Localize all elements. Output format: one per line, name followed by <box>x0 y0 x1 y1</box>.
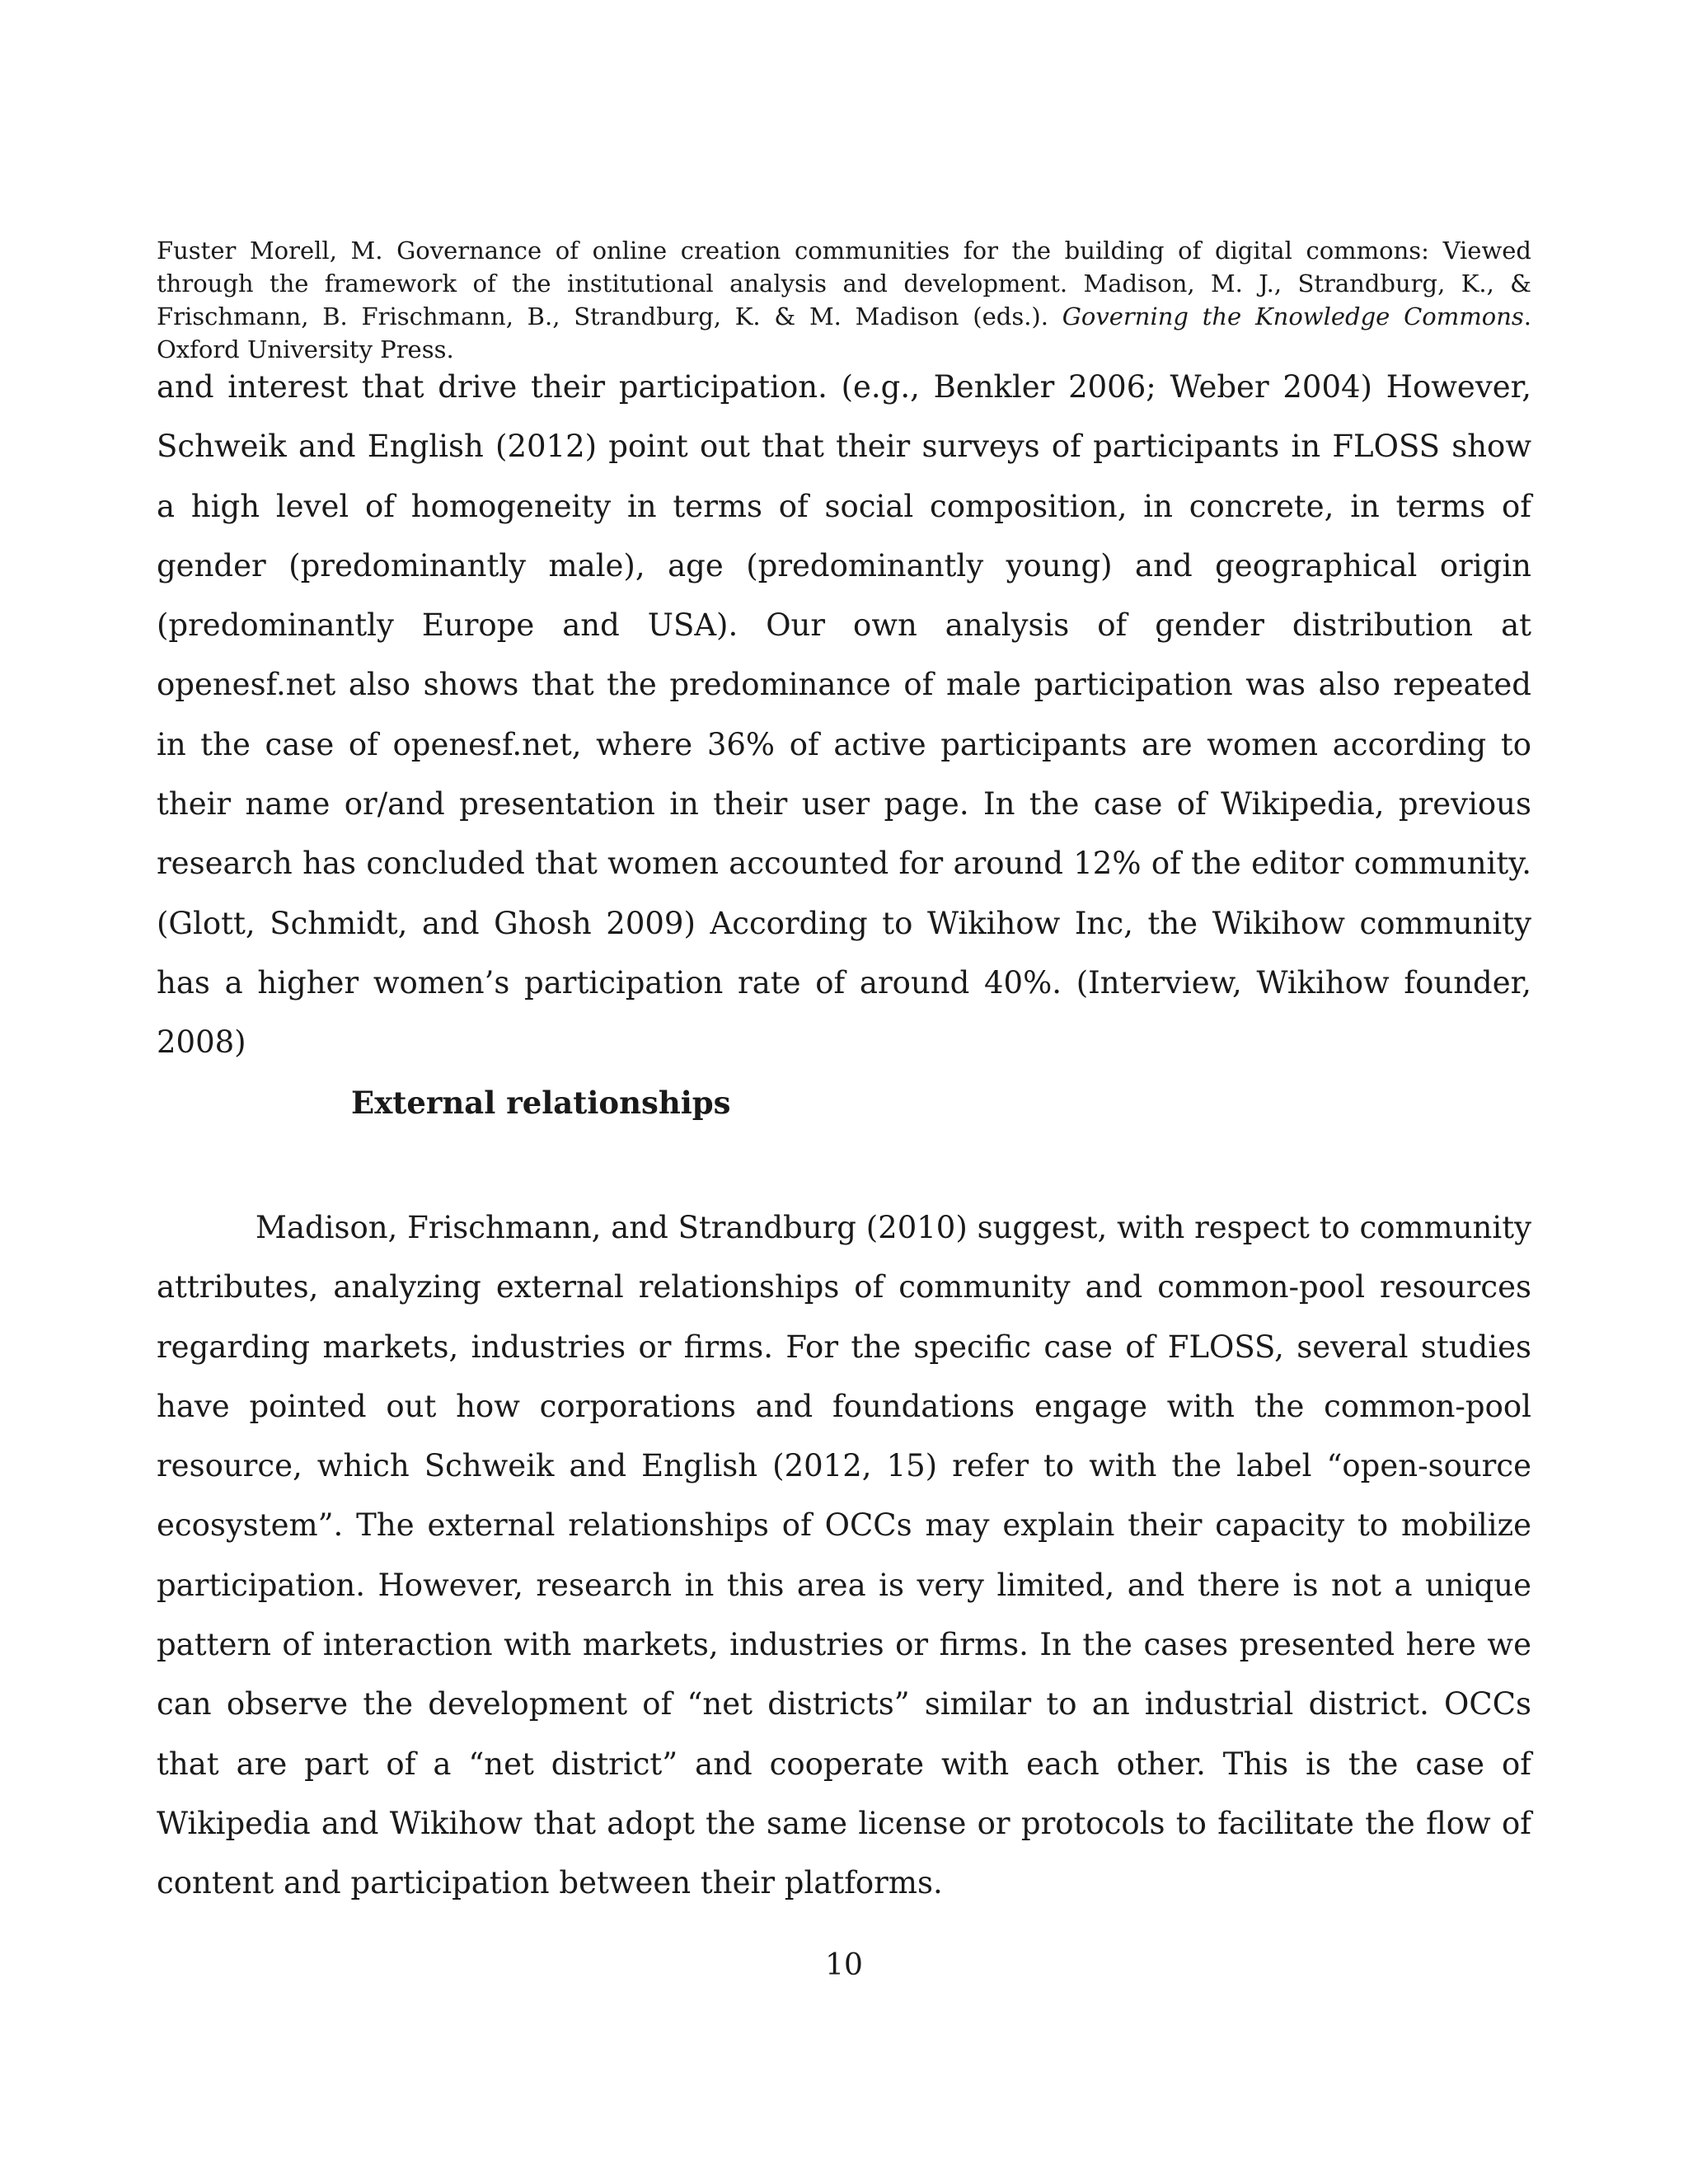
section-heading: External relationships <box>351 1085 731 1121</box>
body-paragraph-participation: and interest that drive their participation. (e.g., Benkler 2006; Weber 2004) However, Schweik and English (2012) point out that their surveys of participants in FLOSS show a high level of homogeneity in terms of social composition, in concrete, in terms of gender (predominantly male), age (predominantly young) and geographical origin (predominantly Europe and USA). Our own analysis of gender distribution at openesf.net also shows that the predominance of male participation was also repeated in the case of openesf.net, where 36% of active participants are women according to their name or/and presentation in their user page. In the case of Wikipedia, previous research has concluded that women accounted for around 12% of the editor community. (Glott, Schmidt, and Ghosh 2009) According to Wikihow Inc, the Wikihow community has a higher women’s participation rate of around 40%. (Interview, Wikihow founder, 2008) <box>157 369 1531 1061</box>
citation-header <box>157 234 1531 366</box>
citation-book-title: Governing the Knowledge Commons <box>1062 302 1524 330</box>
citation-authors: Fuster Morell, M. Governance of online creation communities for the building of digital commons: Viewed through the framework of the institutional analysis and development. Madison, M. J., Strandburg, K., & Frischmann, B. Frischmann, B., Strandburg, K. & M. Madison (eds.). <box>157 237 1531 330</box>
page-number: 10 <box>825 1948 863 1982</box>
body-paragraph-external-relationships: Madison, Frischmann, and Strandburg (2010) suggest, with respect to community attributes, analyzing external relationships of community and common-pool resources regarding markets, industries or firms. For the specific case of FLOSS, several studies have pointed out how corporations and foundations engage with the common-pool resource, which Schweik and English (2012, 15) refer to with the label “open-source ecosystem”. The external relationships of OCCs may explain their capacity to mobilize participation. However, research in this area is very limited, and there is not a unique pattern of interaction with markets, industries or firms. In the cases presented here we can observe the development of “net districts” similar to an industrial district. OCCs that are part of a “net district” and cooperate with each other. This is the case of Wikipedia and Wikihow that adopt the same license or protocols to facilitate the flow of content and participation between their platforms. <box>157 1210 1531 1901</box>
citation-publisher: . Oxford University Press. <box>157 302 1531 363</box>
